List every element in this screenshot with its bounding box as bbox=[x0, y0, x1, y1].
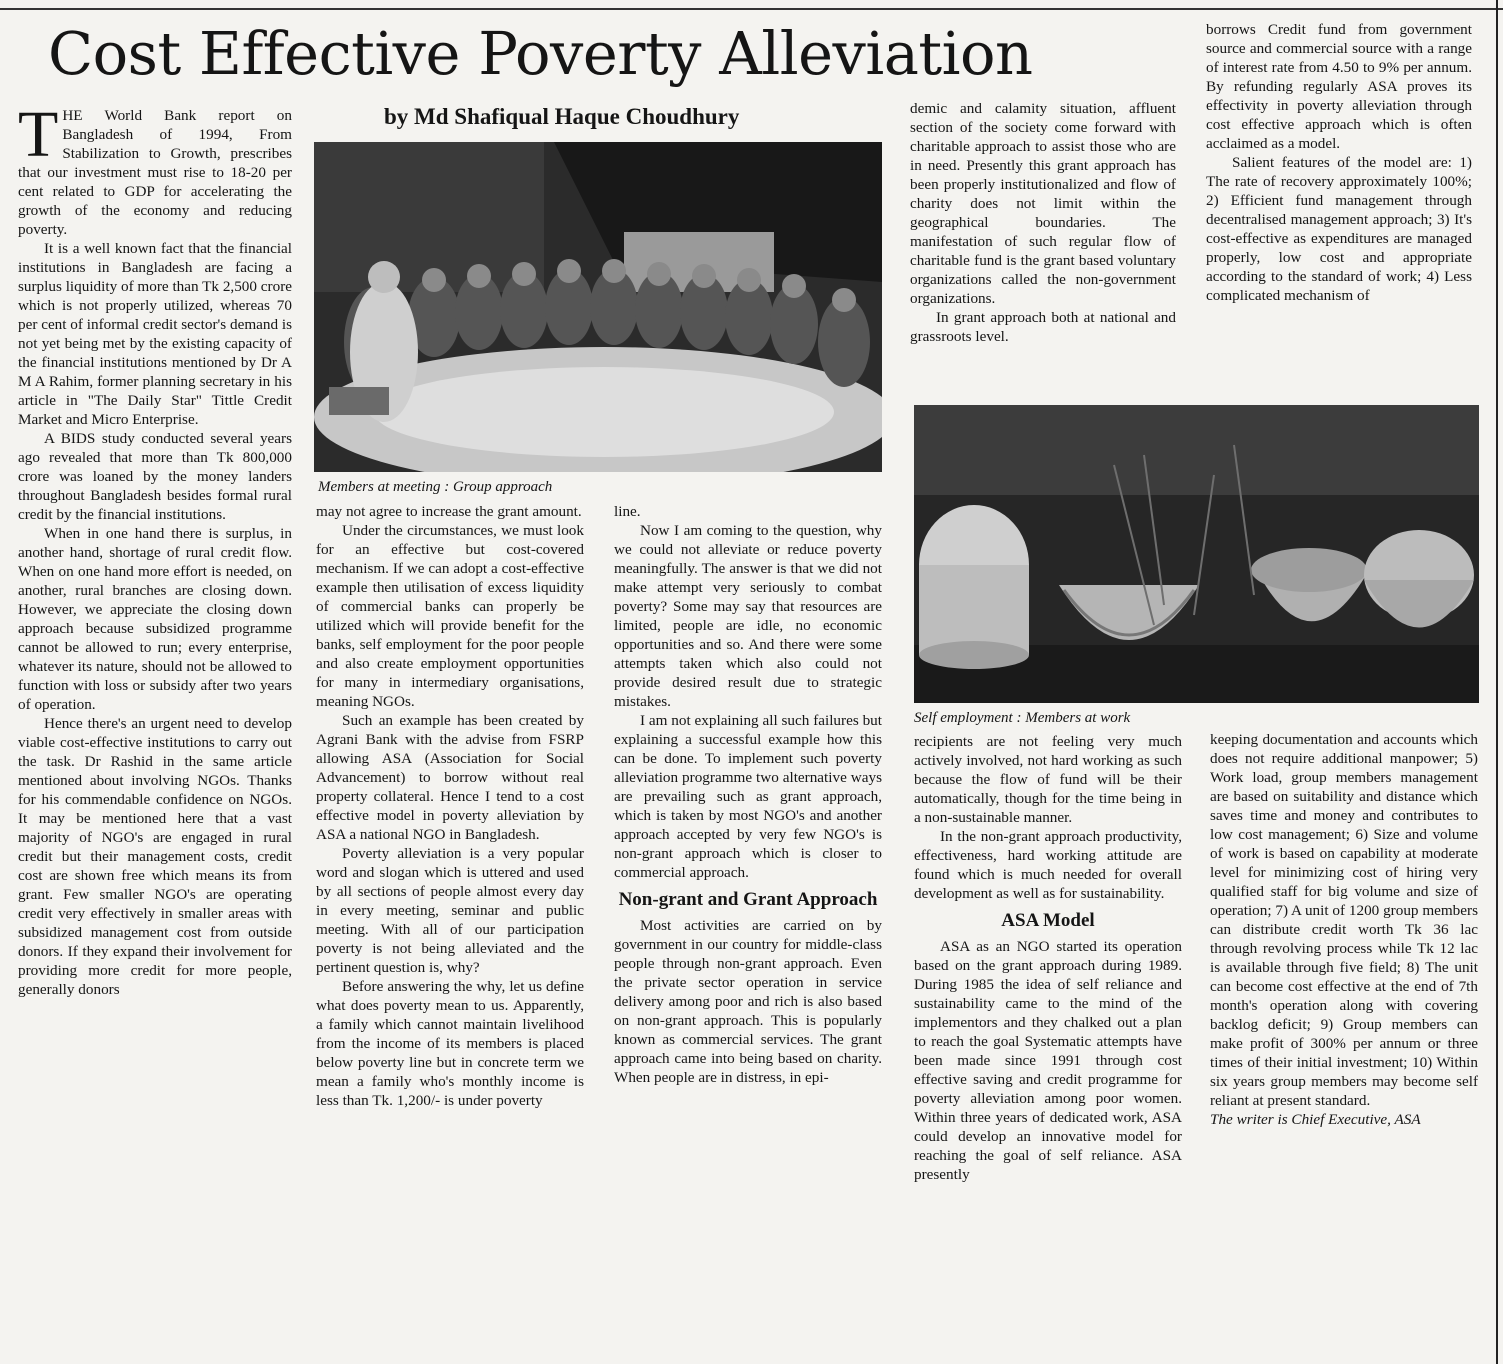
col1-para-3: A BIDS study conducted several years ago revealed that more than Tk 800,000 crore was loaned by the money landers throughout Bangladesh besides formal rural credit by the financial institutions. bbox=[18, 430, 292, 523]
col3-para-4: Most activities are carried on by government in our country for middle-class people through non-grant approach. Even the private sector operation in service delivery among poor and rich is also based on non-grant approach. This is popularly known as commercial services. The grant approach came into being based on charity. When people are in distress, in epi- bbox=[614, 917, 882, 1086]
col2-para-5: Before answering the why, let us define what does poverty mean to us. Apparently, a family which cannot maintain livelihood from the income of its members is placed below poverty line but in concrete term we mean a family who's monthly income is less than Tk. 1,200/- is under poverty bbox=[316, 978, 584, 1109]
photo2-caption: Self employment : Members at work bbox=[914, 710, 1131, 726]
column-2 bbox=[316, 502, 584, 1334]
col4-top-para-2: In grant approach both at national and grassroots level. bbox=[910, 309, 1176, 345]
col4-bottom-para-2: In the non-grant approach productivity, effectiveness, hard working attitude are found which is much needed for overall development as well as for sustainability. bbox=[914, 828, 1182, 902]
column-5-bottom bbox=[1210, 730, 1478, 1334]
col4-bottom-para-1: recipients are not feeling very much actively involved, not hard working as such because the flow of fund will be their automatically, though for the time being in a non-sustainable manner. bbox=[914, 733, 1182, 826]
col3-para-2: Now I am coming to the question, why we could not alleviate or reduce poverty meaningfully. The answer is that we did not make attempt very seriously to combat poverty? Some may say that resources are limited, people are idle, no economic opportunities and so. And there were some attempts taken which also could not provide desired result due to strategic mistakes. bbox=[614, 522, 882, 710]
col1-para-4: When in one hand there is surplus, in another hand, shortage of rural credit flow. When on one hand more effort is needed, on another, rural branches are closing down. However, we appreciate the closing down approach because subsidized programme cannot be allowed to run; every enterprise, whatever its nature, should not be allowed to function with loss or subsidy after two years of operation. bbox=[18, 525, 292, 713]
col5-top-para-1: borrows Credit fund from government source and commercial source with a range of interest rate from 4.50 to 9% per annum. By refunding regularly ASA proves its effectivity in poverty alleviation through cost effective approach which is often acclaimed as a model. bbox=[1206, 21, 1472, 152]
subhead-asa-model: ASA Model bbox=[1001, 910, 1095, 931]
col2-para-2: Under the circumstances, we must look for an effective but cost-covered mechanism. If we can adopt a cost-effective example then utilisation of excess liquidity of commercial banks can properly be utilized which will provide benefit for the banks, self employment for the poor people and also create employment opportunities for many in intermediary organisations, meaning NGOs. bbox=[316, 522, 584, 710]
col1-para-5: Hence there's an urgent need to develop viable cost-effective institutions to carry out the task. Dr Rashid in the same article mentioned about involving NGOs. Thanks for his commendable confidence on NGOs. It may be mentioned here that a vast majority of NGO's are engaged in rural credit but their management costs, credit cost are shown free which means its from grant. Few smaller NGO's are operating credit very effectively in smaller areas with subsidized management cost from outside donors. If they expand their involvement for providing more credit for more people, generally donors bbox=[18, 715, 292, 998]
col3-para-1: line. bbox=[614, 503, 641, 520]
top-rule bbox=[0, 0, 1503, 10]
col3-para-3: I am not explaining all such failures but explaining a successful example how this can be done. To implement such poverty alleviation programme two alternative ways are prevailing such as grant approach, which is taken by most NGO's and another approach accepted by very few NGO's is non-grant approach which is closer to commercial approach. bbox=[614, 712, 882, 881]
col4-top-para-1: demic and calamity situation, affluent section of the society come forward with charitable approach to assist those who are in need. Presently this grant approach has been properly institutionalized and flow of charity does not limit within the geographical boundaries. The manifestation of such regular flow of charitable fund is the grant based voluntary organizations called the non-government organizations. bbox=[910, 100, 1176, 307]
col2-para-1: may not agree to increase the grant amount. bbox=[316, 503, 582, 520]
photo-group-meeting-illustration bbox=[314, 142, 882, 472]
col1-para-2: It is a well known fact that the financial institutions in Bangladesh are facing a surplus liquidity of more than Tk 2,500 crore which is not properly utilized, whereas 70 per cent of informal credit sector's demand is not yet being met by the existing capacity of the financial institutions mentioned by Dr A M A Rahim, former planning secretary in his article in "The Daily Star" Tittle Credit Market and Micro Enterprise. bbox=[18, 240, 292, 428]
drop-cap: T bbox=[18, 106, 59, 171]
col4-bottom-para-3: ASA as an NGO started its operation based on the grant approach during 1989. During 1985 the idea of self reliance and sustainability came to the mind of the implementors and they chalked out a plan to reach the goal Systematic attempts have been made since 1991 through cost effective saving and credit programme for poverty alleviation among poor women. Within three years of dedicated work, ASA could develop an innovative model for reaching the goal of self reliance. ASA presently bbox=[914, 938, 1182, 1183]
photo-self-employment-illustration bbox=[914, 405, 1479, 703]
col1-para-1 bbox=[18, 106, 292, 239]
column-1 bbox=[18, 106, 292, 1334]
photo-self-employment bbox=[914, 405, 1479, 703]
col1-para-1-text: HE World Bank report on Bangladesh of 1994, From Stabilization to Growth, prescribes that our investment must rise to 18-20 per cent related to GDP for accelerating the growth of the economy and reducing poverty. bbox=[18, 107, 292, 238]
col5-top-para-2: Salient features of the model are: 1) The rate of recovery approximately 100%; 2) Efficient fund management through decentralised management approach; 3) It's cost-effective as expenditures are managed properly, low cost and appropriate according to the standard of work; 4) Less complicated mechanism of bbox=[1206, 154, 1472, 304]
byline: by Md Shafiqual Haque Choudhury bbox=[384, 104, 740, 129]
column-4-bottom bbox=[914, 732, 1182, 1334]
col2-para-4: Poverty alleviation is a very popular word and slogan which is uttered and used by all sections of people almost every day in every meeting, seminar and public meeting. With all of our participation poverty is not being alleviated and the pertinent question is, why? bbox=[316, 845, 584, 976]
column-4-top bbox=[910, 99, 1176, 405]
headline: Cost Effective Poverty Alleviation bbox=[48, 19, 1033, 88]
photo-group-meeting bbox=[314, 142, 882, 472]
writer-credit: The writer is Chief Executive, ASA bbox=[1210, 1111, 1421, 1128]
right-rule bbox=[1496, 0, 1498, 1364]
column-3 bbox=[614, 502, 882, 1334]
subhead-non-grant: Non-grant and Grant Approach bbox=[618, 889, 878, 910]
col5-bottom-para-1: keeping documentation and accounts which does not require additional manpower; 5) Work load, group members management are based on suitability and distance which saves time and money and contributes to low cost management; 6) Size and volume of work is based on capability at moderate level for minimizing cost of hiring very qualified staff for big volume and size of operation; 7) A unit of 1200 group members can distribute credit worth Tk 36 lac through revolving process while Tk 12 lac is available through five field; 8) The unit can become cost effective at the end of 7th month's operation along with covering backlog deficit; 9) Group members can make profit of 300% per annum or three times of their initial investment; 10) Within six years group members may become self reliant at present standard. bbox=[1210, 731, 1478, 1109]
photo1-caption: Members at meeting : Group approach bbox=[318, 479, 553, 495]
col2-para-3: Such an example has been created by Agrani Bank with the advise from FSRP allowing ASA (Association for Social Advancement) to borrow without real property collateral. Hence I tend to a cost effective model in poverty alleviation by ASA a national NGO in Bangladesh. bbox=[316, 712, 584, 843]
column-5-top bbox=[1206, 20, 1472, 402]
